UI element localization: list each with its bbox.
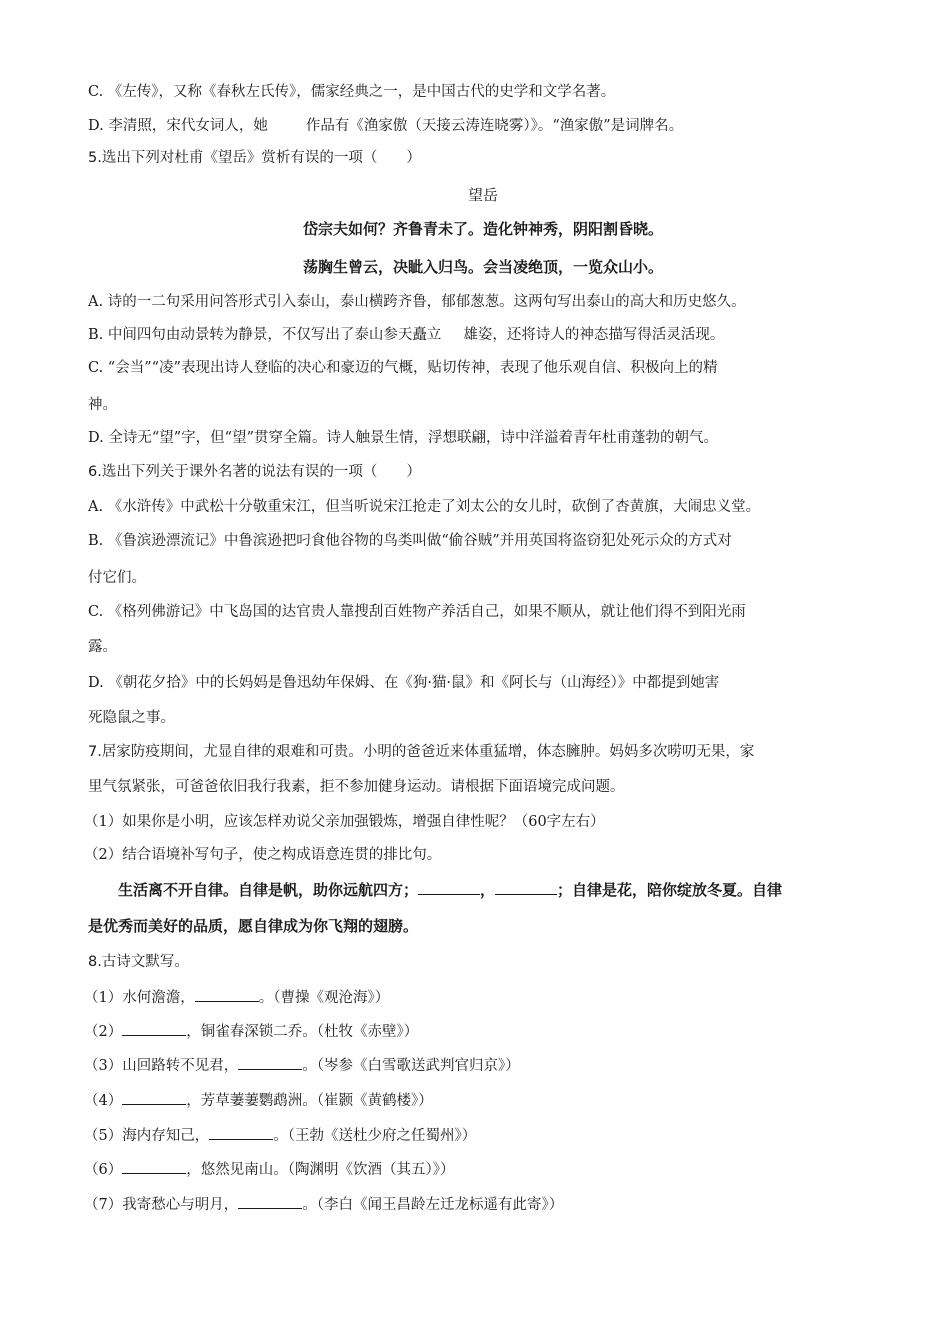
q7-stem-line1: 7.居家防疫期间，尤显自律的艰难和可贵。小明的爸爸近来体重猛增，体态臃肿。妈妈多次唠叨无果，家 (88, 744, 755, 760)
q8-item-text: （5）海内存知己， (84, 1128, 210, 1144)
q5-option-b-after: 雄姿，还将诗人的神态描写得活灵活现。 (463, 327, 725, 343)
q8-item (84, 1090, 433, 1111)
q5-option-d: D. 全诗无“望”字，但“望”贯穿全篇。诗人触景生情，浮想联翩，诗中洋溢着青年杜甫蓬勃的朝气。 (88, 430, 718, 446)
q8-item-text: （1）水何澹澹， (84, 990, 195, 1006)
answer-blank[interactable] (122, 1021, 186, 1036)
q7-stem-line2: 里气氛紧张，可爸爸依旧我行我素，拒不参加健身运动。请根据下面语境完成问题。 (88, 779, 625, 795)
q6-stem: 6.选出下列关于课外名著的说法有误的一项（ ） (88, 464, 421, 480)
answer-blank[interactable] (122, 1159, 186, 1174)
q7-paragraph-line1 (118, 880, 782, 900)
q5-option-b (88, 325, 724, 345)
q8-item (84, 1194, 563, 1215)
poem-line-1: 岱宗夫如何？齐鲁青未了。造化钟神秀，阴阳割昏晓。 (302, 220, 663, 238)
q8-item-text: （3）山回路转不见君， (84, 1058, 239, 1074)
q6-option-d-line1: D. 《朝花夕拾》中的长妈妈是鲁迅幼年保姆、在《狗·猫·鼠》和《阿长与（山海经）》中都提到她害 (88, 675, 720, 691)
q5-option-c-line2: 神。 (88, 397, 117, 413)
answer-blank[interactable] (122, 1090, 186, 1105)
q4-option-d-before: D. 李清照，宋代女词人，她 (88, 118, 268, 134)
q8-item-text: （4） (84, 1093, 123, 1109)
q8-item-text: （6） (84, 1162, 123, 1178)
poem-line-2: 荡胸生曾云，决眦入归鸟。会当凌绝顶，一览众山小。 (302, 258, 663, 276)
q8-item (84, 987, 389, 1008)
q5-option-c-line1: C. “会当”“凌”表现出诗人登临的决心和豪迈的气概，贴切传神，表现了他乐观自信、积极向上的精 (88, 360, 718, 376)
q5-option-b-before: B. 中间四句由动景转为静景，不仅写出了泰山参天矗立 (88, 327, 442, 343)
q7-paragraph-comma: ， (480, 881, 496, 899)
answer-blank[interactable] (495, 880, 557, 895)
q8-item (84, 1159, 454, 1180)
q8-item-source: ，悠然见南山。（陶渊明《饮酒（其五）》） (186, 1162, 455, 1178)
q7-paragraph-mid: ；自律是花，陪你绽放冬夏。自律 (557, 881, 783, 899)
q6-option-c-line1: C. 《格列佛游记》中飞岛国的达官贵人靠搜刮百姓物产养活自己，如果不顺从，就让他们得不到阳光雨 (88, 604, 746, 620)
q6-option-b-line1: B. 《鲁滨逊漂流记》中鲁滨逊把叼食他谷物的鸟类叫做“偷谷贼”并用英国将盗窃犯处死示众的方式对 (88, 533, 732, 549)
q8-item (84, 1125, 476, 1146)
q6-option-b-line2: 付它们。 (88, 570, 146, 586)
q8-item-source: 。（王勃《送杜少府之任蜀州》） (273, 1128, 477, 1144)
poem-title: 望岳 (467, 186, 498, 204)
q8-item (84, 1055, 520, 1076)
q8-item-text: （2） (84, 1024, 123, 1040)
answer-blank[interactable] (195, 987, 259, 1002)
q8-item (84, 1021, 418, 1042)
q6-option-d-line2: 死隐鼠之事。 (88, 710, 175, 726)
q6-option-c-line2: 露。 (88, 639, 117, 655)
q5-stem: 5.选出下列对杜甫《望岳》赏析有误的一项（ ） (88, 150, 421, 166)
answer-blank[interactable] (238, 1055, 302, 1070)
q6-option-a: A. 《水浒传》中武松十分敬重宋江，但当听说宋江抢走了刘太公的女儿时，砍倒了杏黄旗，大闹忠义堂。 (88, 499, 761, 515)
answer-blank[interactable] (209, 1125, 273, 1140)
q4-option-c: C. 《左传》，又称《春秋左氏传》，儒家经典之一，是中国古代的史学和文学名著。 (88, 84, 616, 100)
q8-item-source: ，芳草萋萋鹦鹉洲。（崔颢《黄鹤楼》） (186, 1093, 433, 1109)
q8-item-text: （7）我寄愁心与明月， (84, 1197, 239, 1213)
q8-item-source: 。（曹操《观沧海》） (258, 990, 390, 1006)
q4-option-d-after: 作品有《渔家傲（天接云涛连晓雾）》。“渔家傲”是词牌名。 (305, 118, 684, 134)
q7-paragraph-line2: 是优秀而美好的品质，愿自律成为你飞翔的翅膀。 (88, 917, 419, 935)
q8-item-source: 。（岑参《白雪歌送武判官归京》） (302, 1058, 520, 1074)
q4-option-d (88, 116, 683, 136)
q7-subquestion-2: （2）结合语境补写句子，使之构成语意连贯的排比句。 (84, 847, 442, 863)
q8-stem: 8.古诗文默写。 (88, 954, 189, 970)
q5-option-a: A. 诗的一二句采用问答形式引入泰山，泰山横跨齐鲁，郁郁葱葱。这两句写出泰山的高大和历史悠久。 (88, 294, 746, 310)
q7-paragraph-start: 生活离不开自律。自律是帆，助你远航四方； (118, 881, 419, 899)
answer-blank[interactable] (238, 1194, 302, 1209)
q8-item-source: 。（李白《闻王昌龄左迁龙标遥有此寄》） (302, 1197, 564, 1213)
q7-subquestion-1: （1）如果你是小明，应该怎样劝说父亲加强锻炼，增强自律性呢？（60字左右） (84, 814, 605, 830)
q8-item-source: ，铜雀春深锁二乔。（杜牧《赤壁》） (186, 1024, 419, 1040)
answer-blank[interactable] (418, 880, 480, 895)
